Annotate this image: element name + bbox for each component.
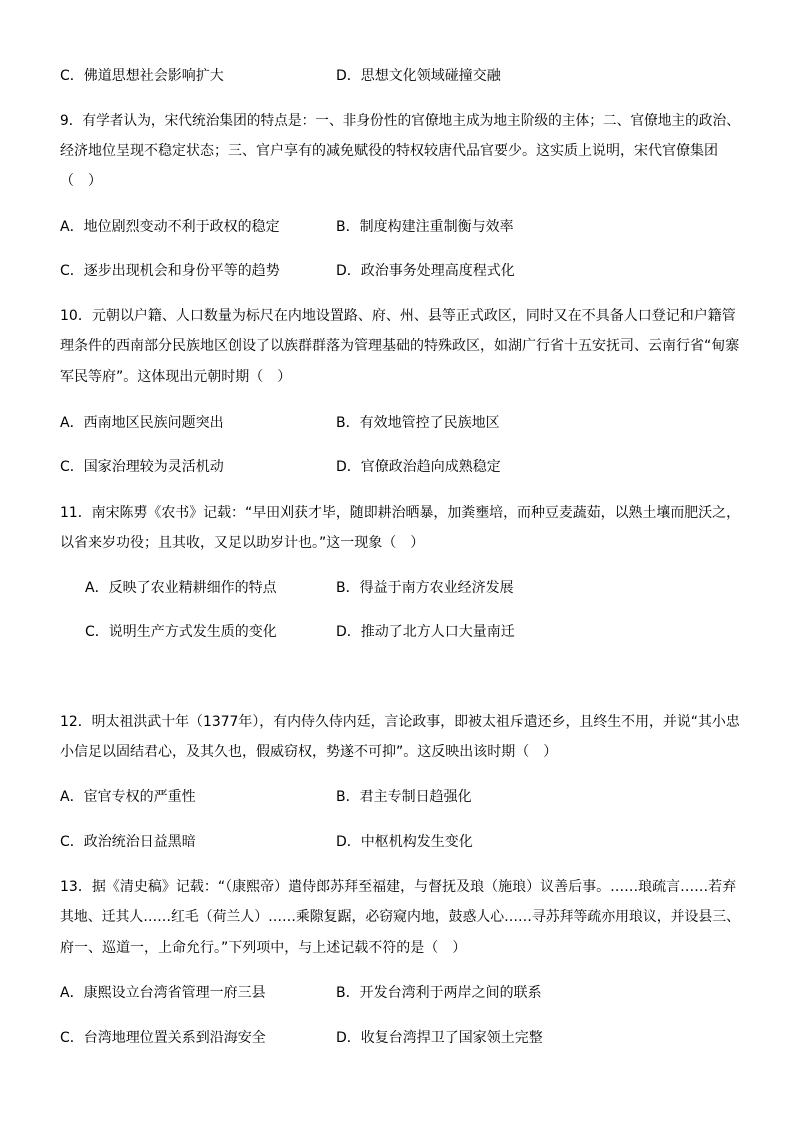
q13-option-c: C．台湾地理位置关系到沿海安全 xyxy=(60,1030,266,1046)
q12-option-a: A．宦官专权的严重性 xyxy=(60,789,196,805)
q12-option-d: D．中枢机构发生变化 xyxy=(336,834,473,850)
q11-option-b: B．得益于南方农业经济发展 xyxy=(336,580,514,596)
q10-option-d: D．官僚政治趋向成熟稳定 xyxy=(336,459,501,475)
q10-stem-line-3: 军民等府”。这体现出元朝时期（ ） xyxy=(60,369,292,385)
q9-answer-blank: （ ） xyxy=(60,173,102,189)
q11-stem-line-2: 以省来岁功役；且其收，又足以助岁计也。”这一现象（ ） xyxy=(60,535,425,551)
q10-stem-line-2: 理条件的西南部分民族地区创设了以族群群落为管理基础的特殊政区，如湖广行省十五安抚司、云南行省“甸寨 xyxy=(60,338,740,354)
q13-option-b: B．开发台湾利于两岸之间的联系 xyxy=(336,985,542,1001)
q13-stem-line-2: 其地、迁其人……红毛（荷兰人）……乘隙复踞，必窃窥内地，鼓惑人心……寻苏拜等疏亦用琅议，并设县三、 xyxy=(60,909,741,925)
q11-option-c: C．说明生产方式发生质的变化 xyxy=(85,624,277,640)
q12-option-b: B．君主专制日趋强化 xyxy=(336,789,472,805)
q9-stem-line-2: 经济地位呈现不稳定状态；三、官户享有的减免赋役的特权较唐代品官要少。这实质上说明，宋代官僚集团 xyxy=(60,143,718,159)
q9-option-a: A．地位剧烈变动不利于政权的稳定 xyxy=(60,219,280,235)
q12-option-c: C．政治统治日益黑暗 xyxy=(60,834,196,850)
q11-option-a: A．反映了农业精耕细作的特点 xyxy=(85,580,277,596)
q10-option-a: A．西南地区民族问题突出 xyxy=(60,415,224,431)
q9-option-d: D．政治事务处理高度程式化 xyxy=(336,263,515,279)
q10-stem-line-1: 10．元朝以户籍、人口数量为标尺在内地设置路、府、州、县等正式政区，同时又在不具备人口登记和户籍管 xyxy=(60,308,736,324)
q11-option-d: D．推动了北方人口大量南迁 xyxy=(336,624,515,640)
q13-stem-line-1: 13．据《清史稿》记载：“（康熙帝）遣侍郎苏拜至福建，与督抚及琅（施琅）议善后事。……琅疏言……若弃 xyxy=(60,879,737,895)
q13-option-d: D．收复台湾捍卫了国家领土完整 xyxy=(336,1030,543,1046)
q8-option-c: C．佛道思想社会影响扩大 xyxy=(60,68,224,84)
q8-option-d: D．思想文化领域碰撞交融 xyxy=(336,68,501,84)
q13-option-a: A．康熙设立台湾省管理一府三县 xyxy=(60,985,266,1001)
q9-stem-line-1: 9．有学者认为，宋代统治集团的特点是：一、非身份性的官僚地主成为地主阶级的主体；二、官僚地主的政治、 xyxy=(60,113,740,129)
q12-stem-line-1: 12．明太祖洪武十年（1377年），有内侍久侍内廷，言论政事，即被太祖斥遣还乡，且终生不用，并说“其小忠 xyxy=(60,714,740,730)
q9-option-b: B．制度构建注重制衡与效率 xyxy=(336,219,514,235)
q10-option-c: C．国家治理较为灵活机动 xyxy=(60,459,224,475)
q13-stem-line-3: 府一、巡道一，上命允行。”下列项中，与上述记载不符的是（ ） xyxy=(60,940,467,956)
q10-option-b: B．有效地管控了民族地区 xyxy=(336,415,500,431)
q12-stem-line-2: 小信足以固结君心，及其久也，假威窃权，势遂不可抑”。这反映出该时期（ ） xyxy=(60,744,558,760)
q11-stem-line-1: 11．南宋陈旉《农书》记载：“早田刈获才毕，随即耕治晒暴，加粪壅培，而种豆麦蔬茹，以熟土壤而肥沃之， xyxy=(60,505,741,521)
q9-option-c: C．逐步出现机会和身份平等的趋势 xyxy=(60,263,280,279)
